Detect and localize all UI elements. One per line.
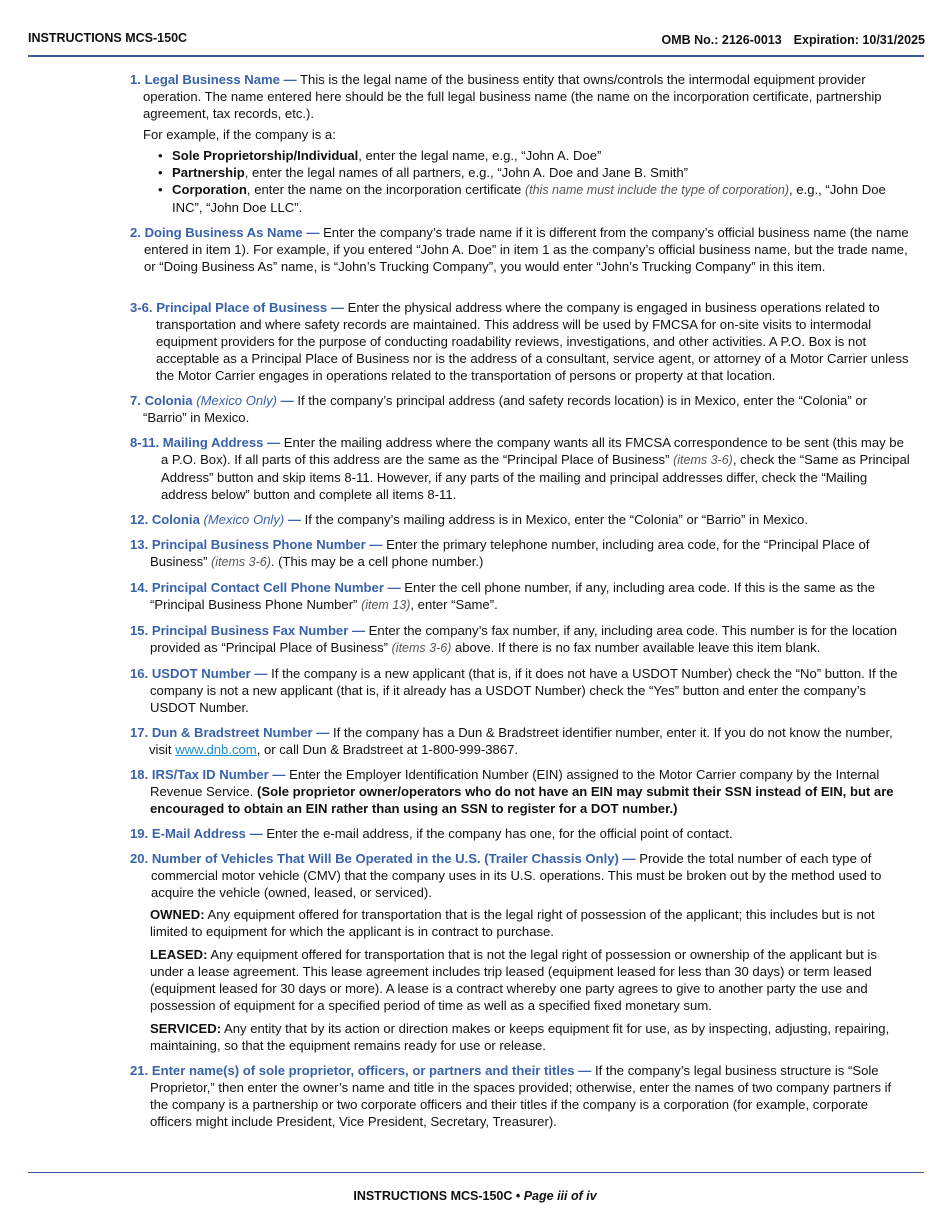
omb-number: OMB No.: 2126-0013 (661, 33, 782, 47)
page-number: Page iii of iv (523, 1189, 597, 1203)
list-item: • Sole Proprietorship/Individual, enter the legal name, e.g., “John A. Doe” (143, 147, 910, 164)
footer-rule (28, 1172, 924, 1173)
item-18-tax-id: 18. IRS/Tax ID Number — Enter the Employer Identification Number (EIN) assigned to the Motor Carrier company by the Internal Revenue Service. (Sole proprietor owner/operators who do not have an EIN may submit their SSN instead of EIN, but are encouraged to obtain an EIN rather than using an SSN to register for a DOT number.) (130, 767, 894, 816)
list-item: • Corporation, enter the name on the incorporation certificate (this name must include the type of corporation), e.g., “John Doe INC”, “John Doe LLC”. (143, 181, 910, 216)
item-12-colonia: 12. Colonia (Mexico Only) — If the company’s mailing address is in Mexico, enter the “Colonia” or “Barrio” in Mexico. (130, 512, 808, 527)
leased-definition: LEASED: Any equipment offered for transportation that is not the legal right of possession or ownership of the applicant but is under a lease agreement. This lease agreement includes trip leased (equipment leased for less than 30 days) or term leased (equipment leased for 30 days or more). A lease is a contract whereby one party agrees to give to another party the use and possession of equipment for a specified period of time as well as a specified fixed monetary sum. (150, 947, 877, 1013)
item-15-fax: 15. Principal Business Fax Number — Enter the company’s fax number, if any, including area code. This number is for the location provided as “Principal Place of Business” (items 3-6) above. If there is no fax number available leave this item blank. (130, 623, 898, 655)
expiration-date: Expiration: 10/31/2025 (793, 33, 925, 47)
item-number: 1. (130, 72, 141, 87)
item-7-colonia: 7. Colonia (Mexico Only) — If the company’s principal address (and safety records location) is in Mexico, enter the “Colonia” or “Barrio” in Mexico. (130, 393, 867, 425)
item-13-business-phone: 13. Principal Business Phone Number — Enter the primary telephone number, including area code, for the “Principal Place of Business” (items 3-6). (This may be a cell phone number.) (130, 537, 870, 569)
header-form-id: INSTRUCTIONS MCS-150C (28, 31, 188, 45)
owned-definition: OWNED: Any equipment offered for transportation that is the legal right of possession of the applicant; this includes but is not limited to equipment for which the applicant is in contract to purchase. (150, 907, 875, 939)
list-item: • Partnership, enter the legal names of all partners, e.g., “John A. Doe and Jane B. Smith” (143, 164, 910, 181)
item-1-legal-business-name (130, 71, 910, 216)
item-2-dba-name: 2. Doing Business As Name — Enter the company’s trade name if it is different from the company’s official business name (the name entered in item 1). For example, if you entered “John A. Doe” in item 1 as the company’s official business name, but the trade name, or “Doing Business As” name, is “John’s Trucking Company”, you would enter “John’s Trucking Company” in this item. (130, 225, 909, 274)
item-text: This is the legal name of the business entity that owns/controls the intermodal equipment provider operation. The name entered here should be the full legal business name (the name on the incorporation certificate, partnership agreement, tax records, etc.). (143, 72, 882, 121)
header-rule (28, 55, 924, 57)
serviced-definition: SERVICED: Any entity that by its action or direction makes or keeps equipment fit for use, as by inspecting, adjusting, repairing, maintaining, so that the equipment remains ready for use or release. (150, 1021, 890, 1053)
dnb-link[interactable]: www.dnb.com (175, 742, 257, 757)
item-19-email: 19. E-Mail Address — Enter the e-mail address, if the company has one, for the official point of contact. (130, 826, 733, 841)
header-omb-info (661, 33, 925, 47)
item-14-cell-phone: 14. Principal Contact Cell Phone Number — Enter the cell phone number, if any, including area code. If this is the same as the “Principal Business Phone Number” (item 13), enter “Same”. (130, 580, 875, 612)
footer: INSTRUCTIONS MCS-150C • Page iii of iv (353, 1189, 597, 1203)
item-16-usdot: 16. USDOT Number — If the company is a new applicant (that is, if it does not have a USDOT Number) check the “No” button. If the company is not a new applicant (that is, if it already has a USDOT Number) check the “Yes” button and enter the company’s USDOT Number. (130, 666, 898, 715)
item-title: Legal Business Name — (144, 72, 297, 87)
footer-doc-id: INSTRUCTIONS MCS-150C (353, 1189, 513, 1203)
example-intro: For example, if the company is a: (143, 127, 336, 142)
entity-type-list (143, 147, 910, 216)
instructions-body (130, 71, 910, 1138)
item-21-officers: 21. Enter name(s) of sole proprietor, officers, or partners and their titles — If the company’s legal business structure is “Sole Proprietor,” then enter the owner’s name and title in the spaces provided; otherwise, enter the names of two company partners if the company is a partnership or two corporate officers and their titles if the company is a corporation (for example, corporate officers might include President, Vice President, Secretary, Treasurer). (130, 1063, 892, 1129)
item-20-vehicles: 20. Number of Vehicles That Will Be Operated in the U.S. (Trailer Chassis Only) — Provide the total number of each type of commercial motor vehicle (CMV) that the company uses in its U.S. operations. This must be broken out by the method used to acquire the vehicle (owned, leased, or serviced). OWNED: Any equipment offered for transportation that is the legal right of possession of the applicant; this includes but is not limited to equipment for which the applicant is in contract to purchase. LEASED: Any equipment offered for transportation that is not the legal right of possession or ownership of the applicant but is under a lease agreement. This lease agreement includes trip leased (equipment leased for less than 30 days) or term leased (equipment leased for 30 days or more). A lease is a contract whereby one party agrees to give to another party the use and possession of equipment for a specified period of time as well as a specified fixed monetary sum. SERVICED: Any entity that by its action or direction makes or keeps equipment fit for use, as by inspecting, adjusting, repairing, maintaining, so that the equipment remains ready for use or release. (130, 850, 910, 1054)
item-3-6-principal-place: 3-6. Principal Place of Business — Enter the physical address where the company is engaged in business operations related to transportation and where safety records are maintained. This address will be used by FMCSA for on-site visits to intermodal equipment providers for the purpose of conducting roadability reviews, investigations, and other activities. A P.O. Box is not acceptable as a Principal Place of Business nor is the address of a consultant, service agent, or attorney of a Motor Carrier unless the Motor Carrier engages in operations related to the transportation of persons or property at that location. (130, 300, 909, 383)
item-8-11-mailing-address: 8-11. Mailing Address — Enter the mailing address where the company wants all its FMCSA correspondence to be sent (this may be a P.O. Box). If all parts of this address are the same as the “Principal Place of Business” (items 3-6), check the “Same as Principal Address” button and skip items 8-11. However, if any parts of the mailing and principal addresses differ, check the “Mailing address below” button and complete all items 8-11. (130, 435, 910, 502)
item-17-dun-bradstreet: 17. Dun & Bradstreet Number — If the company has a Dun & Bradstreet identifier number, enter it. If you do not know the number, visit www.dnb.com, or call Dun & Bradstreet at 1-800-999-3867. (130, 725, 893, 757)
